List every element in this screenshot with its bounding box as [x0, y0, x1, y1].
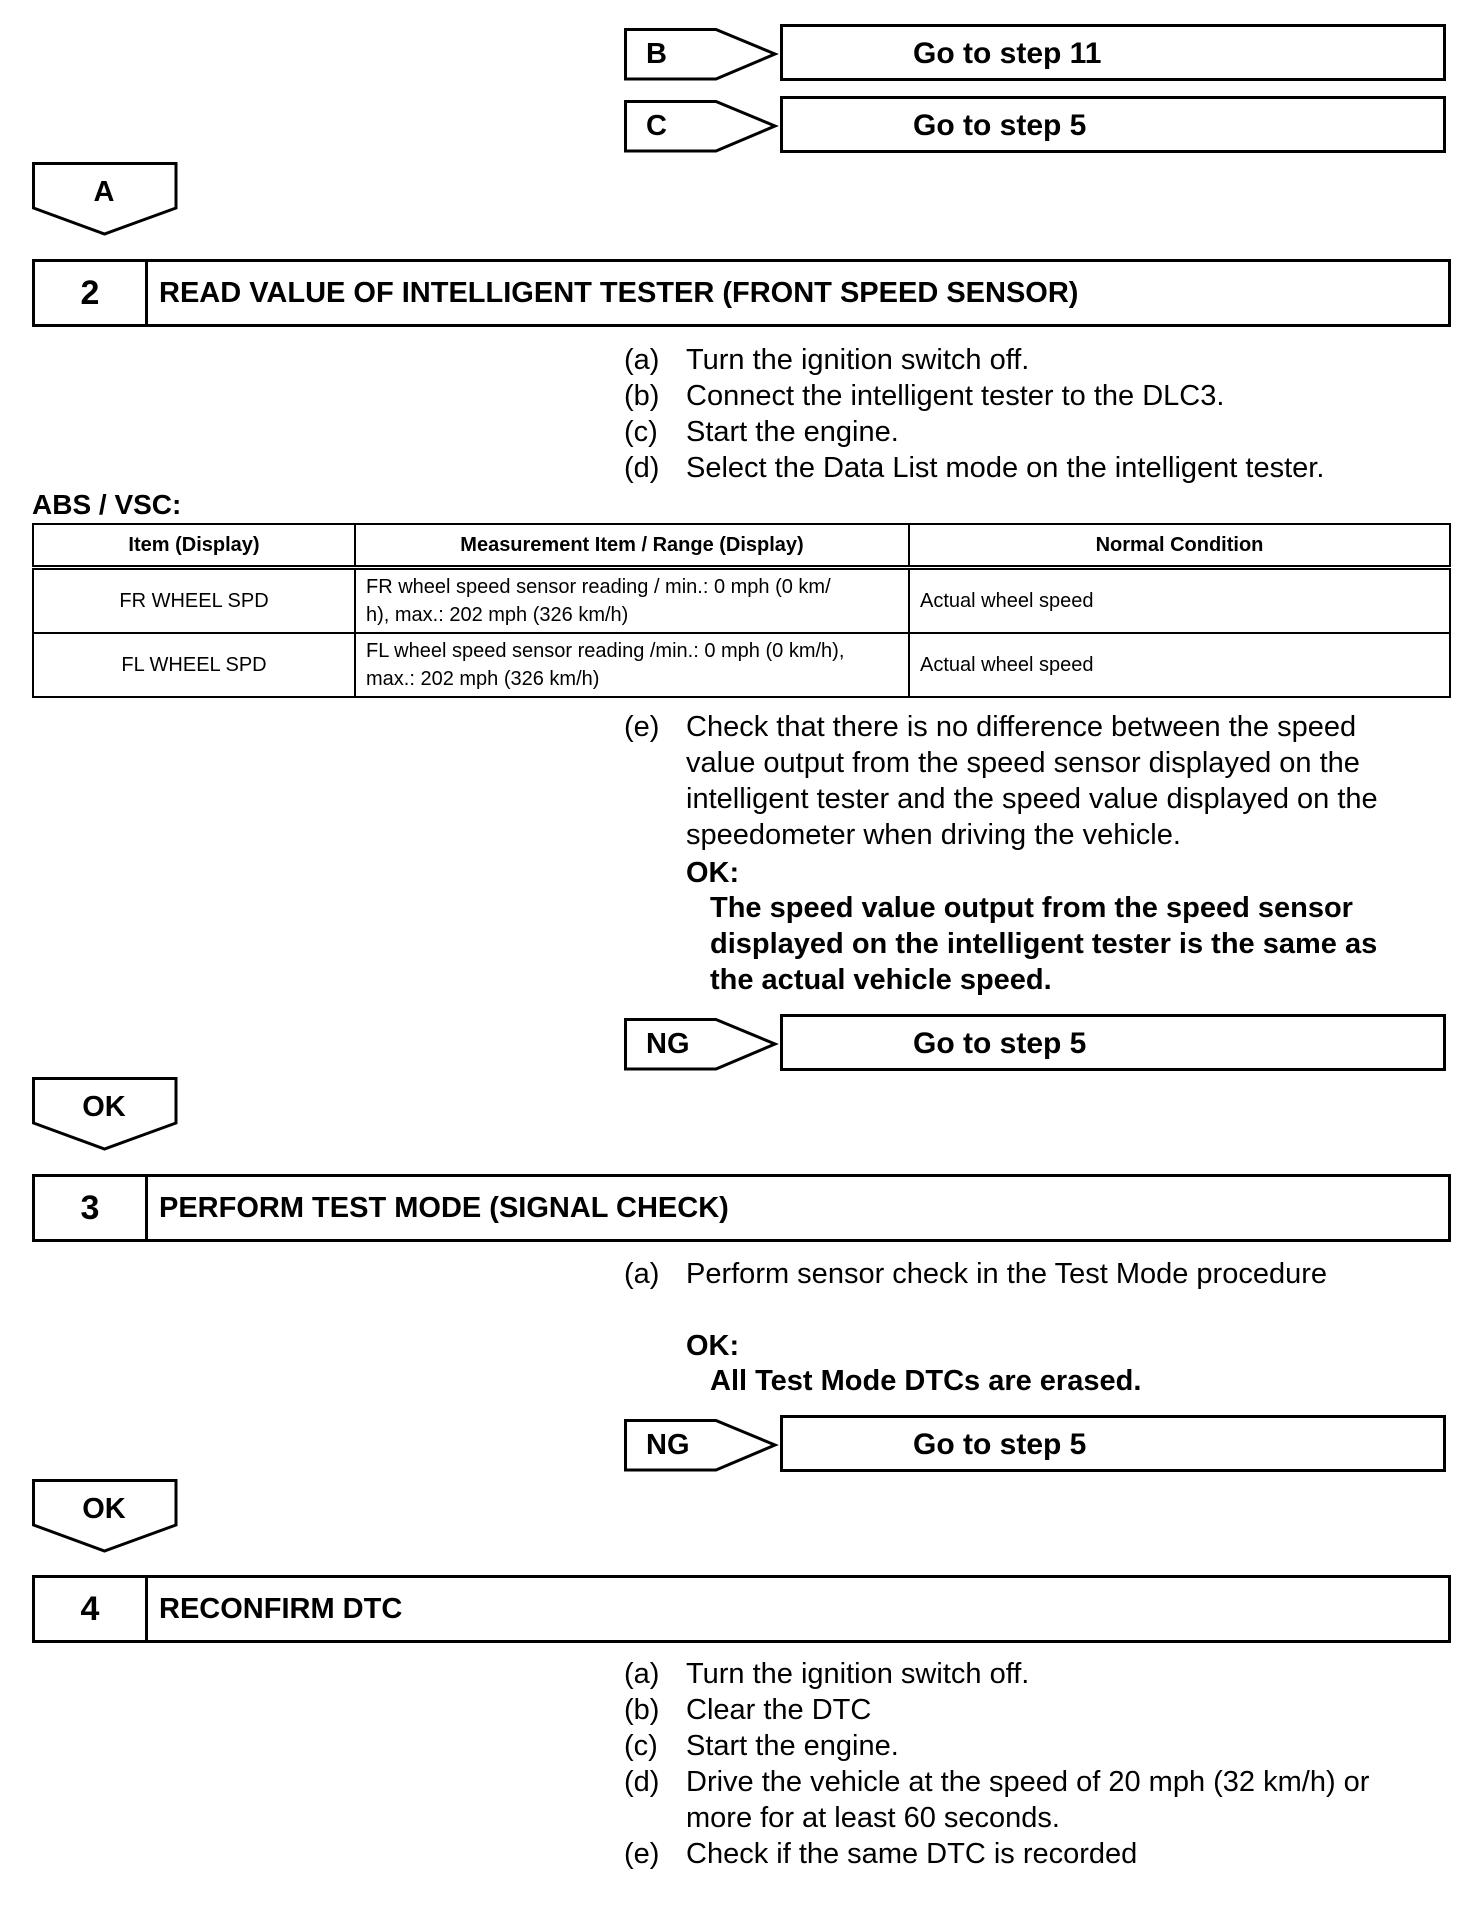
table-row — [33, 568, 1450, 634]
procedure-letter: (d) — [624, 452, 660, 484]
procedure-line — [624, 414, 899, 450]
step-4-header — [32, 1575, 1451, 1643]
step-number: 2 — [35, 262, 148, 324]
procedure-line — [624, 450, 1324, 486]
branch-label: NG — [646, 1429, 690, 1461]
procedure-continuation: more for at least 60 seconds. — [686, 1802, 1060, 1834]
step-title: READ VALUE OF INTELLIGENT TESTER (FRONT SPEED SENSOR) — [159, 277, 1079, 309]
branch-target-text: Go to step 11 — [913, 37, 1102, 70]
procedure-line — [624, 1728, 899, 1764]
step-3-header — [32, 1174, 1451, 1242]
procedure-line — [624, 709, 1356, 745]
result-ok-arrow — [32, 1077, 180, 1157]
branch-target-text: Go to step 5 — [913, 1027, 1087, 1060]
column-header: Measurement Item / Range (Display) — [355, 524, 909, 568]
procedure-line — [624, 342, 1029, 378]
range-line: FR wheel speed sensor reading / min.: 0 mph (0 km/ — [366, 576, 831, 598]
procedure-continuation: value output from the speed sensor displayed on the — [686, 747, 1360, 779]
condition-cell: Actual wheel speed — [909, 633, 1450, 697]
table-header-row — [33, 524, 1450, 568]
procedure-letter: (b) — [624, 1694, 660, 1726]
result-ok-arrow — [32, 1479, 180, 1559]
column-header: Normal Condition — [909, 524, 1450, 568]
branch-b[interactable] — [624, 24, 1451, 86]
procedure-text: Drive the vehicle at the speed of 20 mph (32 km/h) or — [686, 1766, 1370, 1798]
range-line: h), max.: 202 mph (326 km/h) — [366, 604, 629, 626]
branch-label: C — [646, 110, 667, 142]
range-line: FL wheel speed sensor reading /min.: 0 mph (0 km/h), — [366, 640, 845, 662]
result-label: OK — [82, 1091, 126, 1123]
procedure-text: Start the engine. — [686, 1730, 899, 1762]
procedure-line — [624, 1836, 1137, 1872]
procedure-letter: (a) — [624, 344, 660, 376]
branch-target-text: Go to step 5 — [913, 109, 1087, 142]
branch-ng[interactable] — [624, 1014, 1451, 1076]
branch-label: NG — [646, 1028, 690, 1060]
procedure-letter: (c) — [624, 1730, 658, 1762]
ok-criteria-label: OK: — [686, 857, 740, 889]
table-row — [33, 633, 1450, 697]
condition-cell: Actual wheel speed — [909, 568, 1450, 634]
branch-label: B — [646, 38, 667, 70]
data-list-table — [32, 523, 1451, 698]
step-2-header — [32, 259, 1451, 327]
branch-target-text: Go to step 5 — [913, 1428, 1087, 1461]
procedure-letter: (c) — [624, 416, 658, 448]
procedure-text: Turn the ignition switch off. — [686, 344, 1030, 376]
go-to-step-11-link[interactable] — [780, 24, 1446, 81]
branch-arrow — [624, 1018, 788, 1074]
step-title: RECONFIRM DTC — [159, 1593, 403, 1625]
item-cell: FR WHEEL SPD — [33, 568, 355, 634]
procedure-letter: (e) — [624, 1838, 660, 1870]
go-to-step-5-link[interactable] — [780, 1415, 1446, 1472]
branch-arrow — [624, 1419, 788, 1475]
procedure-continuation: intelligent tester and the speed value displayed on the — [686, 783, 1378, 815]
result-label: A — [93, 176, 115, 208]
range-cell — [355, 633, 909, 697]
procedure-letter: (e) — [624, 711, 660, 743]
ok-criteria-label: OK: — [686, 1330, 740, 1362]
step-number: 3 — [35, 1177, 148, 1239]
procedure-text: Check that there is no difference between the speed — [686, 711, 1357, 743]
branch-arrow — [624, 28, 788, 84]
branch-c[interactable] — [624, 96, 1451, 158]
procedure-line — [624, 378, 1224, 414]
procedure-line — [624, 1764, 1369, 1800]
range-cell — [355, 568, 909, 634]
step-title: PERFORM TEST MODE (SIGNAL CHECK) — [159, 1192, 729, 1224]
procedure-line — [624, 1692, 871, 1728]
procedure-text: Connect the intelligent tester to the DLC3. — [686, 380, 1225, 412]
ok-criteria-text: the actual vehicle speed. — [710, 964, 1052, 996]
section-label: ABS / VSC: — [32, 489, 182, 520]
procedure-text: Clear the DTC — [686, 1694, 872, 1726]
branch-arrow — [624, 100, 788, 156]
procedure-text: Select the Data List mode on the intelligent tester. — [686, 452, 1325, 484]
ok-criteria-text: displayed on the intelligent tester is the same as — [710, 928, 1378, 960]
ok-criteria-text: All Test Mode DTCs are erased. — [710, 1365, 1142, 1397]
procedure-letter: (a) — [624, 1258, 660, 1290]
result-a-arrow — [32, 162, 180, 242]
step-number: 4 — [35, 1578, 148, 1640]
procedure-text: Perform sensor check in the Test Mode procedure — [686, 1258, 1328, 1290]
item-cell: FL WHEEL SPD — [33, 633, 355, 697]
branch-ng[interactable] — [624, 1415, 1451, 1477]
procedure-text: Check if the same DTC is recorded — [686, 1838, 1138, 1870]
result-label: OK — [82, 1493, 126, 1525]
procedure-text: Start the engine. — [686, 416, 899, 448]
go-to-step-5-link[interactable] — [780, 96, 1446, 153]
procedure-line — [624, 1656, 1029, 1692]
procedure-letter: (b) — [624, 380, 660, 412]
range-line: max.: 202 mph (326 km/h) — [366, 668, 600, 690]
procedure-letter: (a) — [624, 1658, 660, 1690]
procedure-letter: (d) — [624, 1766, 660, 1798]
procedure-line — [624, 1256, 1327, 1292]
column-header: Item (Display) — [33, 524, 355, 568]
procedure-continuation: speedometer when driving the vehicle. — [686, 819, 1181, 851]
go-to-step-5-link[interactable] — [780, 1014, 1446, 1071]
ok-criteria-text: The speed value output from the speed sensor — [710, 892, 1353, 924]
procedure-text: Turn the ignition switch off. — [686, 1658, 1030, 1690]
